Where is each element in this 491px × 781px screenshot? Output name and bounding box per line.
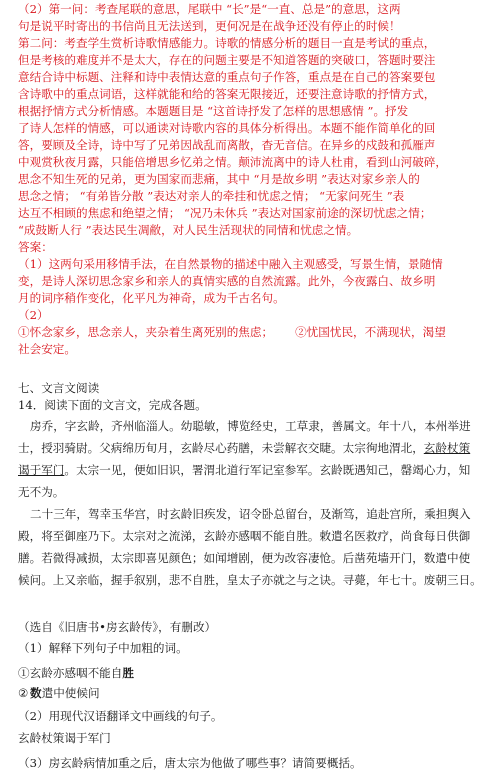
analysis-line: 句是说平时寄出的书信尚且无法送到，更何况是在战争还没有停止的时候！ <box>18 19 401 33</box>
question-1-item-b <box>18 686 100 701</box>
answer-line: （1）这两句采用移情手法，在自然景物的描述中融入主观感受，写景生情，景随情 <box>18 257 443 271</box>
underlined-sentence: 玄龄杖策 <box>423 441 471 455</box>
analysis-line: 思念之情； “有弟皆分散 ”表达对亲人的牵挂和忧虑之情； “无家问死生 ”表 <box>18 189 405 203</box>
passage-line: 无不为。 <box>18 485 65 499</box>
answer2-label: （2） <box>18 308 49 322</box>
circled-number: ② <box>18 686 29 700</box>
analysis-line: 意结合诗中标题、注释和诗中表情达意的重点句子作答，重点是在自己的答案要包 <box>18 70 436 84</box>
question-1: （1）解释下列句子中加粗的词。 <box>18 641 188 655</box>
question-2-sentence: 玄龄杖策谒于军门 <box>18 731 111 745</box>
passage-line: 殿，将至御座乃下。太宗对之流涕，玄龄亦感咽不能自胜。敕遣名医救疗，尚食每日供御 <box>18 529 471 543</box>
analysis-line: 了诗人怎样的情感，可以通读对诗歌内容的具体分析得出。本题不能作简单化的回 <box>18 121 436 135</box>
analysis-line: 第二问：考查学生赏析诗歌情感能力。诗歌的情感分析的题目一直是考试的重点， <box>18 36 436 50</box>
bold-word: 数 <box>30 686 42 700</box>
answer2-part2: ②忧国忧民，不满现状，渴望 <box>295 325 446 339</box>
passage-line: 膳。若微得减损，太宗即喜见颜色；如闻增剧，便为改容凄怆。后凿苑墙开门，数遣中使 <box>18 551 471 565</box>
answer-label: 答案： <box>18 240 53 254</box>
answer2-line <box>18 325 446 340</box>
passage-line <box>18 441 470 456</box>
section-heading: 七、文言文阅读 <box>18 381 100 395</box>
answer2-continuation: 社会安定。 <box>18 342 76 356</box>
analysis-line: 中观赏秋夜月露，只能倍增思乡忆弟之情。颠沛流离中的诗人杜甫，看到山河破碎， <box>18 155 447 169</box>
analysis-line: 思念不知生死的兄弟，更为国家而悲痛，其中 “月是故乡明 ”表达对家乡亲人的 <box>18 172 420 186</box>
analysis-line: “成鼓断人行 ”表达民生凋敝，对人民生活现状的同情和忧虑之情。 <box>18 223 359 237</box>
answer-line: 月的词序稍作变化，化平凡为神奇，成为千古名句。 <box>18 291 285 305</box>
question-3: （3）房玄龄病情加重之后，唐太宗为他做了哪些事？请简要概括。 <box>18 756 362 770</box>
analysis-line: 含诗歌中的重点词语，这样就能和给的答案无限接近，还要注意诗歌的抒情方式， <box>18 87 436 101</box>
analysis-line: 根据抒情方式分析情感。本题题目是 “这首诗抒发了怎样的思想感情 ”。抒发 <box>18 104 409 118</box>
passage-line: 二十三年，驾幸玉华宫，时玄龄旧疾发，诏令卧总留台，及渐笃，追赴宫所，乘担舆入 <box>30 507 471 521</box>
question-intro: 14．阅读下面的文言文，完成各题。 <box>18 398 207 412</box>
answer2-part1: ①怀念家乡，思念亲人，夹杂着生离死别的焦虑； <box>18 325 274 339</box>
item-text: ①玄龄亦感咽不能自 <box>18 666 123 680</box>
passage-source: （选自《旧唐书•房玄龄传》，有删改） <box>18 620 217 634</box>
passage-line: 候问。上又亲临，握手叙别，悲不自胜，皇太子亦就之与之诀。寻薨，年七十。废朝三日。 <box>18 573 482 587</box>
underlined-sentence: 谒于军门 <box>18 463 65 477</box>
passage-line: 房乔，字玄龄，齐州临淄人。幼聪敏，博览经史，工草隶，善属文。年十八，本州举进 <box>30 419 471 433</box>
bold-word: 胜 <box>122 666 134 680</box>
analysis-line: 但是考核的难度并不是太大，存在的问题主要是不知道答题的突破口，答题时要注 <box>18 53 436 67</box>
analysis-line: 答，要顾及全诗，诗中写了兄弟因战乱而离散，杳无音信。在异乡的戍鼓和孤雁声 <box>18 138 436 152</box>
passage-text: 。太宗一见，便如旧识，署渭北道行军记室参军。玄龄既遇知己，罄竭心力，知 <box>64 463 471 477</box>
passage-line <box>18 463 470 478</box>
analysis-line: （2）第一问：考查尾联的意思，尾联中 “长”是“一直、总是”的意思，这两 <box>18 2 401 16</box>
question-2: （2）用现代汉语翻译文中画线的句子。 <box>18 709 223 723</box>
item-text: 遣中使候问 <box>41 686 100 700</box>
analysis-line: 达互不相顾的焦虑和绝望之情； “况乃未休兵 ”表达对国家前途的深切忧虑之情； <box>18 206 432 220</box>
passage-text: 士，授羽骑尉。父病绵历旬月，玄龄尽心药膳，未尝解衣交睫。太宗徇地渭北， <box>18 441 424 455</box>
question-1-item-a <box>18 666 134 681</box>
answer-line: 变，是诗人深切思念家乡和亲人的真情实感的自然流露。此外，今夜露白、故乡明 <box>18 274 436 288</box>
